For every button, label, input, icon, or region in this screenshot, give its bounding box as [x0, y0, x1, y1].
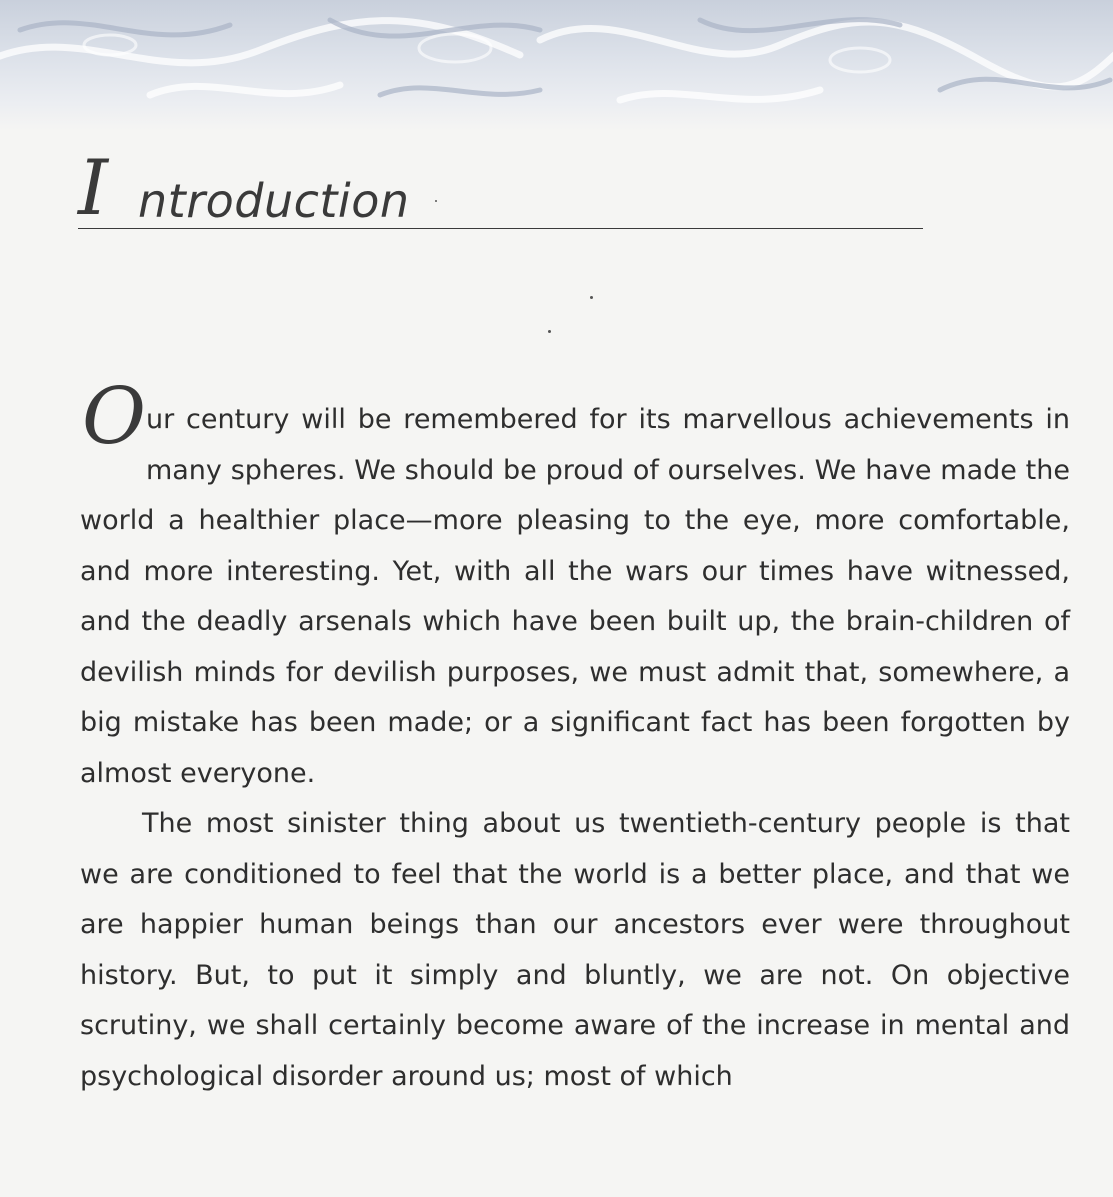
scan-speck — [435, 200, 437, 202]
scan-speck — [548, 330, 551, 333]
scan-speck — [590, 296, 593, 299]
paragraph-2-text: The most sinister thing about us twentieth-century people is that we are conditioned to feel that the world is a better place, and that we are happier human beings than our ancestors ever were throughout history. But, to put it simply and bluntly, we are not. On objective scrutiny, we shall certainly become aware of the increase in mental and psychological disorder around us; most of which — [80, 808, 1070, 1092]
decorative-header-band — [0, 0, 1113, 130]
body-text — [80, 372, 1070, 1102]
paragraph-1 — [80, 372, 1070, 799]
paragraph-1-text: ur century will be remembered for its marvellous achievements in many spheres. We should be proud of ourselves. We have made the world a healthier place—more pleasing to the eye, more comfortable, and more interesting. Yet, with all the wars our times have witnessed, and the deadly arsenals which have been built up, the brain-children of devilish minds for devilish purposes, we must admit that, somewhere, a big mistake has been made; or a significant fact has been forgotten by almost everyone. — [80, 404, 1070, 789]
heading-title: ntroduction — [138, 174, 410, 228]
heading-underline — [78, 228, 923, 229]
chapter-heading — [78, 143, 923, 238]
swirl-ornament-icon — [0, 0, 1113, 130]
paragraph-2 — [80, 799, 1070, 1102]
heading-initial: I — [78, 143, 109, 232]
drop-cap: O — [82, 372, 146, 462]
